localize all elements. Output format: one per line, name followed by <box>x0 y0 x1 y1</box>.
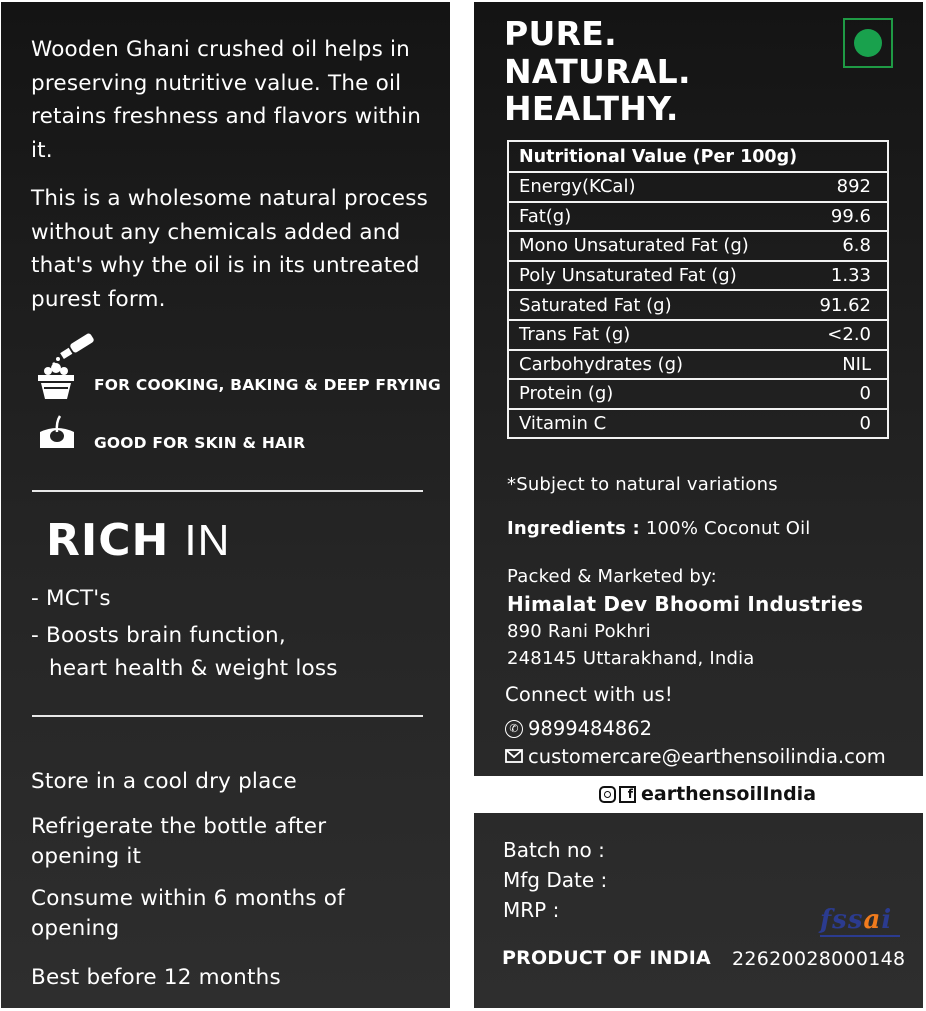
facebook-icon: f <box>619 786 636 803</box>
nutrient-name: Poly Unsaturated Fat (g) <box>508 261 799 291</box>
intro-paragraph-1: Wooden Ghani crushed oil helps in preserving nutritive value. The oil retains freshness and flavors within it. <box>31 37 422 163</box>
origin-label: PRODUCT OF INDIA <box>502 947 711 969</box>
veg-mark-icon <box>843 18 893 68</box>
table-row <box>508 320 888 350</box>
storage-refrigerate: Refrigerate the bottle after opening it <box>31 814 327 869</box>
instagram-icon <box>599 786 616 803</box>
use-cooking-label: FOR COOKING, BAKING & DEEP FRYING <box>94 376 441 394</box>
social-bar[interactable] <box>474 776 923 813</box>
phone-icon: ✆ <box>505 720 523 738</box>
benefit-brain: - Boosts brain function, <box>31 623 286 648</box>
benefit-mct: - MCT's <box>31 586 111 611</box>
nutrition-header-row <box>508 141 888 172</box>
nutrient-value: 892 <box>799 172 888 202</box>
table-row <box>508 350 888 380</box>
email-address: customercare@earthensoilindia.com <box>528 745 886 768</box>
nutrient-name: Protein (g) <box>508 379 799 409</box>
table-row <box>508 409 888 439</box>
social-handle-row <box>599 783 816 805</box>
rich-in-bold: RICH <box>46 515 170 566</box>
email-row[interactable] <box>505 745 886 768</box>
nutrient-name: Fat(g) <box>508 202 799 232</box>
rich-in-heading <box>46 515 230 566</box>
table-row <box>508 231 888 261</box>
headline-pure: PURE. <box>504 14 617 53</box>
storage-cool-dry: Store in a cool dry place <box>31 769 297 794</box>
nutrient-value: 6.8 <box>799 231 888 261</box>
nutrient-value: <2.0 <box>799 320 888 350</box>
rich-in-light: IN <box>184 516 231 565</box>
nutrient-name: Carbohydrates (g) <box>508 350 799 380</box>
table-row <box>508 290 888 320</box>
nutrient-name: Mono Unsaturated Fat (g) <box>508 231 799 261</box>
nutrient-name: Energy(KCal) <box>508 172 799 202</box>
batch-label: Batch no : <box>503 838 605 862</box>
nutrient-name: Trans Fat (g) <box>508 320 799 350</box>
divider-bottom <box>32 715 423 717</box>
table-row <box>508 202 888 232</box>
address-line-2: 248145 Uttarakhand, India <box>507 648 755 669</box>
company-name: Himalat Dev Bhoomi Industries <box>507 592 864 616</box>
veg-dot <box>854 29 882 57</box>
left-panel <box>1 2 450 1008</box>
right-panel <box>474 2 923 1008</box>
nutrient-value: 0 <box>799 409 888 439</box>
table-row <box>508 379 888 409</box>
benefit-heart: heart health & weight loss <box>49 656 338 681</box>
headline-healthy: HEALTHY. <box>504 89 679 128</box>
phone-number: 9899484862 <box>528 717 653 740</box>
social-handle: earthensoilIndia <box>641 783 817 805</box>
nutrient-value: 91.62 <box>799 290 888 320</box>
skin-hair-icon <box>36 414 78 452</box>
storage-consume: Consume within 6 months of opening <box>31 886 345 941</box>
fssai-logo: fssai <box>820 905 893 935</box>
headline <box>504 15 691 128</box>
table-row <box>508 172 888 202</box>
cooking-icon <box>34 333 100 403</box>
nutrition-header: Nutritional Value (Per 100g) <box>508 141 888 172</box>
nutrition-table <box>507 140 889 439</box>
fssai-underline <box>820 935 900 937</box>
use-skin-hair-label: GOOD FOR SKIN & HAIR <box>94 434 306 452</box>
nutrient-value: 1.33 <box>799 261 888 291</box>
nutrient-name: Saturated Fat (g) <box>508 290 799 320</box>
divider-top <box>32 490 423 492</box>
fssai-license-number: 22620028000148 <box>732 948 906 970</box>
ingredients-label: Ingredients : <box>507 518 640 539</box>
packed-by-label: Packed & Marketed by: <box>507 566 717 587</box>
storage-best-before: Best before 12 months <box>31 965 281 990</box>
mrp-label: MRP : <box>503 898 560 922</box>
nutrient-value: NIL <box>799 350 888 380</box>
intro-paragraph-2: This is a wholesome natural process without any chemicals added and that's why the oil is in its untreated purest form. <box>31 186 429 312</box>
mfg-label: Mfg Date : <box>503 868 608 892</box>
connect-label: Connect with us! <box>505 683 673 706</box>
table-row <box>508 261 888 291</box>
ingredients-value: 100% Coconut Oil <box>645 518 811 539</box>
address-line-1: 890 Rani Pokhri <box>507 621 651 642</box>
variation-note: *Subject to natural variations <box>507 474 778 495</box>
mail-icon <box>505 745 523 768</box>
ingredients <box>507 518 811 539</box>
nutrient-name: Vitamin C <box>508 409 799 439</box>
phone-row[interactable] <box>505 717 652 740</box>
nutrient-value: 0 <box>799 379 888 409</box>
nutrient-value: 99.6 <box>799 202 888 232</box>
headline-natural: NATURAL. <box>504 51 691 91</box>
